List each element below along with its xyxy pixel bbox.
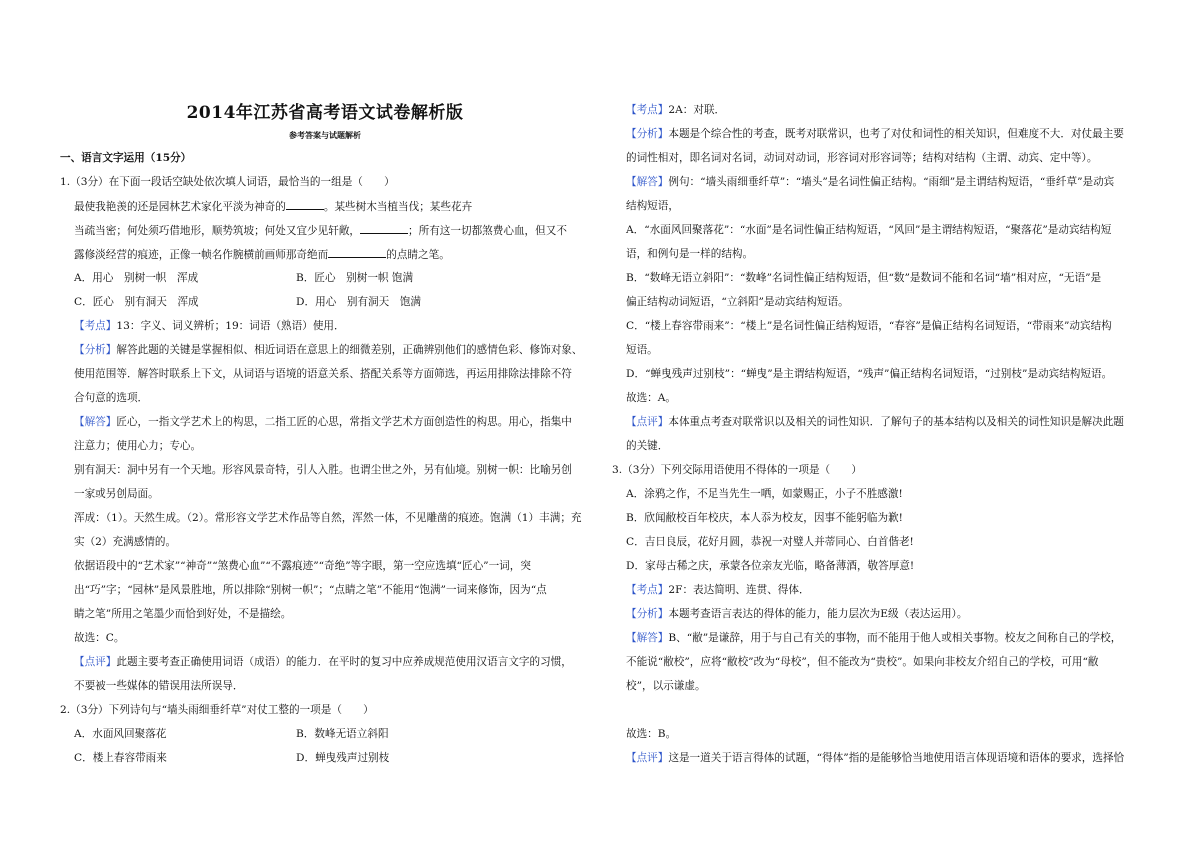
q3-option-c: C．吉日良辰，花好月圆，恭祝一对璧人并蒂同心、白首偕老! <box>626 536 914 548</box>
q3-answer: 故选：B。 <box>626 728 677 740</box>
fill-blank-3 <box>328 247 386 258</box>
q2-jieda-cont: C．“楼上春容带雨来”：“楼上”是名词性偏正结构短语，“春容”是偏正结构名词短语，“带雨来”动宾结构 <box>626 320 1112 332</box>
q1-jieda-cont: 出“巧”字；“园林”是风景胜地，所以排除“别树一帜”；“点睛之笔”不能用“饱满”一词来修饰，因为“点 <box>74 584 547 596</box>
fill-blank-1 <box>286 199 324 210</box>
q1-jieda-cont: 依据语段中的“艺术家”“神奇”“煞费心血”“不露痕迹”“奇绝”等字眼，第一空应选填“匠心”一词，突 <box>74 560 531 572</box>
q1-jieda-cont: 实（2）充满感情的。 <box>74 536 177 548</box>
q3-dianping: 【点评】这是一道关于语言得体的试题，“得体”指的是能够恰当地使用语言体现语境和语体的要求，选择恰 <box>626 752 1125 764</box>
q3-jieda: 【解答】B、“敝”是谦辞，用于与自己有关的事物，而不能用于他人或相关事物。校友之间称自己的学校， <box>626 632 1122 644</box>
q2-stem: 2.（3分）下列诗句与“墙头雨细垂纤草”对仗工整的一项是（ ） <box>60 704 374 716</box>
q2-jieda-cont: 偏正结构动词短语，“立斜阳”是动宾结构短语。 <box>626 296 849 308</box>
q3-kaodian: 【考点】2F：表达简明、连贯、得体． <box>626 584 810 596</box>
q1-passage-line: 露修淡经营的痕迹，正像一帧名作腕横前画师那奇绝而 的点睛之笔。 <box>74 249 450 261</box>
q2-option-c: C．楼上春容带雨来 <box>74 752 167 764</box>
q1-option-a: A．用心 别树一帜 浑成 <box>74 272 199 284</box>
q1-option-b: B．匠心 别树一帜 饱满 <box>296 272 414 284</box>
section-heading: 一、语言文字运用（15分） <box>60 152 192 164</box>
fill-blank-2 <box>360 223 408 234</box>
q1-kaodian: 【考点】13：字义、词义辨析；19：词语（熟语）使用． <box>74 320 345 332</box>
q2-option-b: B．数峰无语立斜阳 <box>296 728 389 740</box>
q2-jieda-cont: 语，和例句是一样的结构。 <box>626 248 754 260</box>
q2-fenxi: 【分析】本题是个综合性的考查，既考对联常识，也考了对仗和词性的相关知识，但难度不大．对仗最主要 <box>626 128 1124 140</box>
q2-answer: 故选：A。 <box>626 392 677 404</box>
q2-jieda-cont: A．“水面风回聚落花”：“水面”是名词性偏正结构短语，“风回”是主谓结构短语，“聚落花”是动宾结构短 <box>626 224 1112 236</box>
q1-answer: 故选：C。 <box>74 632 125 644</box>
q3-fenxi: 【分析】本题考查语言表达的得体的能力，能力层次为E级（表达运用）。 <box>626 608 968 620</box>
q3-stem: 3.（3分）下列交际用语使用不得体的一项是（ ） <box>612 464 862 476</box>
q1-jieda-cont: 浑成：（1）。天然生成。（2）。常形容文学艺术作品等自然，浑然一体，不见雕凿的痕迹。饱满（1）丰满；充 <box>74 512 582 524</box>
q2-jieda: 【解答】例句：“墙头雨细垂纤草”：“墙头”是名词性偏正结构。“雨细”是主谓结构短语，“垂纤草”是动宾 <box>626 176 1115 188</box>
q1-fenxi: 【分析】解答此题的关键是掌握相似、相近词语在意思上的细微差别，正确辨别他们的感情色彩、修饰对象、 <box>74 344 583 356</box>
q1-option-c: C．匠心 别有洞天 浑成 <box>74 296 199 308</box>
q1-jieda-cont: 睛之笔”所用之笔墨少而恰到好处，不是描绘。 <box>74 608 292 620</box>
q1-passage-line: 当疏当密；何处须巧借地形，顺势筑坡；何处又宜少见轩敞， ；所有这一切都煞费心血，但又不 <box>74 225 567 237</box>
q2-option-a: A．水面风回聚落花 <box>74 728 167 740</box>
q1-stem: 1.（3分）在下面一段话空缺处依次填人词语，最恰当的一组是（ ） <box>60 176 395 188</box>
q1-dianping-cont: 不要被一些媒体的错误用法所误导． <box>74 680 244 692</box>
q2-kaodian: 【考点】2A：对联． <box>626 104 726 116</box>
q1-jieda: 【解答】匠心，一指文学艺术上的构思，二指工匠的心思，常指文学艺术方面创造性的构思。用心，指集中 <box>74 416 572 428</box>
q3-option-d: D．家母古稀之庆，承蒙各位亲友光临，略备薄酒，敬答厚意! <box>626 560 915 572</box>
q2-fenxi-cont: 的词性相对，即名词对名词，动词对动词，形容词对形容词等；结构对结构（主谓、动宾、定中等）。 <box>626 152 1098 164</box>
q2-dianping: 【点评】本体重点考查对联常识以及相关的词性知识．了解句子的基本结构以及相关的词性知识是解决此题 <box>626 416 1124 428</box>
q1-jieda-cont: 一家或另创局面。 <box>74 488 159 500</box>
doc-subtitle: 参考答案与试题解析 <box>289 130 361 140</box>
q2-jieda-cont: 短语。 <box>626 344 658 356</box>
q2-dianping-cont: 的关键． <box>626 440 669 452</box>
q3-option-a: A．涂鸦之作，不足当先生一哂，如蒙赐正，小子不胜感激! <box>626 488 903 500</box>
q1-passage-line: 最使我艳羡的还是园林艺术家化平淡为神奇的 。某些树木当植当伐；某些花卉 <box>74 201 473 213</box>
q1-jieda-cont: 注意力；使用心力；专心。 <box>74 440 202 452</box>
q2-jieda-cont: D．“蝉曳残声过别枝”：“蝉曳”是主谓结构短语，“残声”偏正结构名词短语，“过别枝”是动宾结构短语。 <box>626 368 1113 380</box>
q2-jieda-cont: 结构短语， <box>626 200 679 212</box>
q3-jieda-cont: 不能说“敝校”，应将“敝校”改为“母校”，但不能改为“贵校”。如果向非校友介绍自己的学校，可用“敝 <box>626 656 1099 668</box>
q3-option-b: B．欣闻敝校百年校庆，本人忝为校友，因事不能躬临为歉! <box>626 512 903 524</box>
q1-option-d: D．用心 别有洞天 饱满 <box>296 296 422 308</box>
doc-title: 2014年江苏省高考语文试卷解析版 <box>186 103 464 123</box>
q1-fenxi-cont: 合句意的选项． <box>74 392 149 404</box>
q1-dianping: 【点评】此题主要考查正确使用词语（成语）的能力．在平时的复习中应养成规范使用汉语言文字的习惯， <box>74 656 572 668</box>
q2-option-d: D．蝉曳残声过别枝 <box>296 752 390 764</box>
q1-jieda-cont: 别有洞天：洞中另有一个天地。形容风景奇特，引人入胜。也谓尘世之外，另有仙境。别树一帜：比喻另创 <box>74 464 572 476</box>
q1-fenxi-cont: 使用范围等．解答时联系上下文，从词语与语境的语意关系、搭配关系等方面筛选，再运用排除法排除不符 <box>74 368 572 380</box>
q3-jieda-cont: 校”，以示谦虚。 <box>626 680 706 692</box>
q2-jieda-cont: B．“数峰无语立斜阳”：“数峰”名词性偏正结构短语，但“数”是数词不能和名词“墙”相对应，“无语”是 <box>626 272 1102 284</box>
